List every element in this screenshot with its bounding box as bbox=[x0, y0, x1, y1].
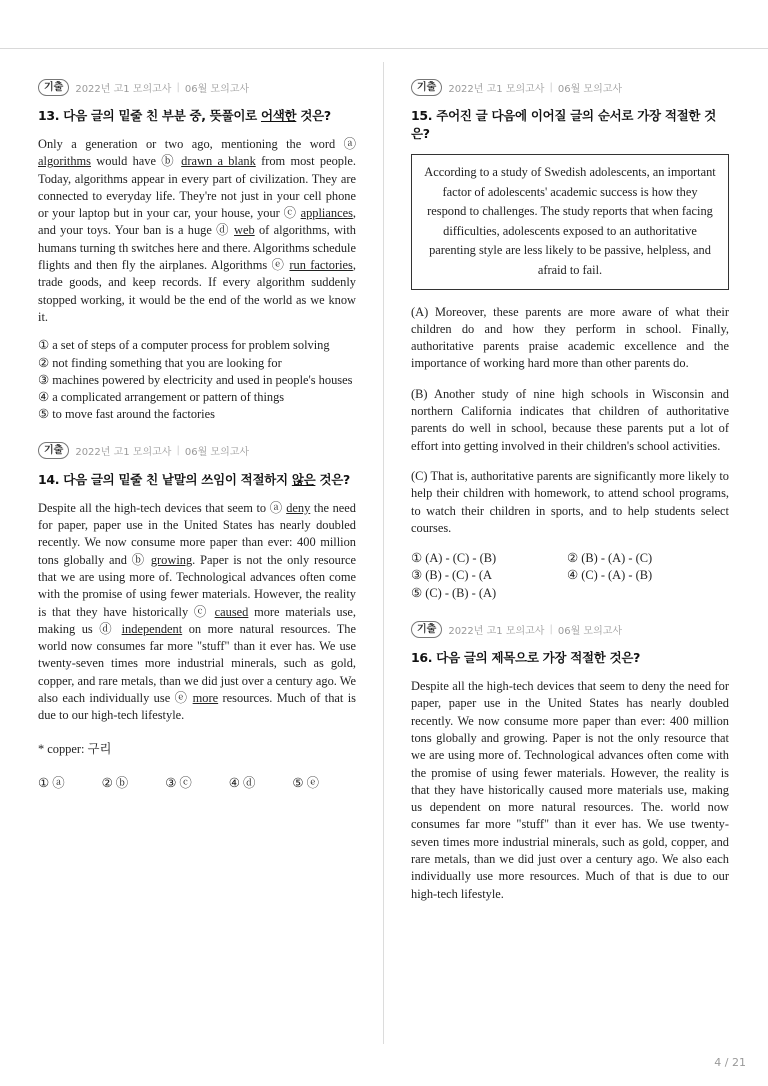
meta-separator: | bbox=[176, 445, 180, 457]
choice-1[interactable]: ① (A) - (C) - (B) bbox=[411, 551, 497, 566]
question-15 bbox=[411, 78, 729, 602]
choice-5[interactable]: ⑤ (C) - (B) - (A) bbox=[411, 585, 497, 600]
column-divider bbox=[383, 62, 384, 1044]
passage: Despite all the high-tech devices that seem to deny the need for paper, paper use in the United States has nearly doubled recently. We now consume more paper than ever: 400 million tons globally and growing. Paper is not the only resource that we are using more of. Technological advances often come with the promise of using fewer materials. However, the reality is that they have historically caused more materials use, making us dependent on more natural resources. The. world now consumes far more "stuff" than it ever has. We use twenty-seven times more industrial minerals, such as gold, copper, and rare metals, than we did just over a century ago. We also each individually use more resources. Much of that is due to our high-tech lifestyle. bbox=[411, 679, 729, 901]
question-13 bbox=[38, 78, 356, 424]
paragraph-b: (B) Another study of nine high schools in Wisconsin and northern California indicates that children of authoritative parents do well in school, because these parents put a lot of effort into getting involved in their children's school activities. bbox=[411, 386, 729, 453]
source-badge: 기출 bbox=[38, 79, 69, 96]
exam-month: 06월 모의고사 bbox=[557, 83, 623, 95]
option-5[interactable]: ⑤ to move fast around the factories bbox=[38, 407, 215, 422]
option-3[interactable]: ③ machines powered by electricity and used in people's houses bbox=[38, 372, 353, 387]
choice-3[interactable]: ③ ⓒ bbox=[165, 775, 192, 790]
exam-month: 06월 모의고사 bbox=[557, 625, 623, 637]
meta-separator: | bbox=[549, 81, 553, 93]
meta-separator: | bbox=[549, 623, 553, 635]
question-title: 14. 다음 글의 밑줄 친 낱말의 쓰임이 적절하지 않은 것은? bbox=[38, 471, 350, 487]
exam-month: 06월 모의고사 bbox=[184, 447, 250, 459]
footnote: * copper: 구리 bbox=[38, 741, 112, 756]
source-badge: 기출 bbox=[38, 442, 69, 459]
question-14 bbox=[38, 442, 356, 791]
source-badge: 기출 bbox=[411, 79, 442, 96]
option-1[interactable]: ① a set of steps of a computer process for problem solving bbox=[38, 338, 330, 353]
answer-options bbox=[38, 337, 356, 423]
meta-separator: | bbox=[176, 81, 180, 93]
choice-2[interactable]: ② (B) - (A) - (C) bbox=[567, 551, 653, 566]
left-column bbox=[38, 78, 356, 791]
source-badge: 기출 bbox=[411, 621, 442, 638]
passage: Only a generation or two ago, mentioning the word ⓐ algorithms would have ⓑ drawn a blank from most people. Today, algorithms appear in every part of civilization. They are connected to everyday life. They're not just in your cell phone or your laptop but in your car, your house, your ⓒ appliances, and your toys. Your ban is a huge ⓓ web of algorithms, with humans turning th switches here and there. Algorithms schedule flights and then fly the airplanes. Algorithms ⓔ run factories, trade goods, and keep records. If every algorithm suddenly stopped working, it would be the end of the world as we know it. bbox=[38, 137, 356, 324]
header-rule bbox=[0, 48, 768, 49]
exam-year: 2022년 고1 모의고사 bbox=[448, 625, 545, 637]
exam-year: 2022년 고1 모의고사 bbox=[75, 447, 172, 459]
option-2[interactable]: ② not finding something that you are looking for bbox=[38, 355, 282, 370]
given-passage-box: According to a study of Swedish adolescents, an important factor of adolescents' academic success is how they respond to challenges. The study reports that when facing difficulties, adolescents exposed to an authoritative parenting style are less likely to be passive, helpless, and afraid to fail. bbox=[411, 154, 729, 290]
choice-1[interactable]: ① ⓐ bbox=[38, 775, 65, 790]
exam-year: 2022년 고1 모의고사 bbox=[75, 83, 172, 95]
right-column bbox=[411, 78, 729, 903]
question-title: 15. 주어진 글 다음에 이어질 글의 순서로 가장 적절한 것은? bbox=[411, 108, 716, 141]
option-4[interactable]: ④ a complicated arrangement or pattern of things bbox=[38, 390, 285, 405]
answer-choices bbox=[38, 773, 356, 791]
exam-year: 2022년 고1 모의고사 bbox=[448, 83, 545, 95]
choice-2[interactable]: ② ⓑ bbox=[101, 775, 129, 790]
question-title: 16. 다음 글의 제목으로 가장 적절한 것은? bbox=[411, 650, 641, 666]
question-16 bbox=[411, 620, 729, 903]
choice-5[interactable]: ⑤ ⓔ bbox=[292, 775, 319, 790]
choice-4[interactable]: ④ ⓓ bbox=[228, 775, 256, 790]
question-meta bbox=[411, 78, 729, 96]
answer-choices bbox=[411, 550, 729, 602]
choice-4[interactable]: ④ (C) - (A) - (B) bbox=[567, 568, 653, 583]
passage: Despite all the high-tech devices that seem to ⓐ deny the need for paper, paper use in the United States has nearly doubled recently. We now consume more paper than ever: 400 million tons globally and ⓑ growing. Paper is not the only resource that we are using more of. Technological advances often come with the promise of using fewer materials. However, the reality is that they have historically ⓒ caused more materials use, making us ⓓ independent on more natural resources. The world now consumes far more "stuff" than it ever has. We use twenty-seven times more industrial minerals, such as gold, copper, and rare metals, than we did just over a century ago. We also each individually use ⓔ more resources. Much of that is due to our high-tech lifestyle. bbox=[38, 500, 356, 723]
question-title: 13. 다음 글의 밑줄 친 부분 중, 뜻풀이로 어색한 것은? bbox=[38, 108, 331, 123]
question-meta bbox=[38, 442, 356, 460]
choice-3[interactable]: ③ (B) - (C) - (A bbox=[411, 568, 492, 583]
question-meta bbox=[38, 78, 356, 96]
question-meta bbox=[411, 620, 729, 638]
paragraph-c: (C) That is, authoritative parents are significantly more likely to help their children with homework, to attend school programs, to watch their children in sports, and to help students select courses. bbox=[411, 468, 729, 535]
page-number: 4 / 21 bbox=[714, 1056, 746, 1069]
exam-month: 06월 모의고사 bbox=[184, 83, 250, 95]
paragraph-a: (A) Moreover, these parents are more aware of what their children do and how they perform in school. Finally, authoritative parents praise academic excellence and the importance of working hard more than other parents do. bbox=[411, 304, 729, 371]
